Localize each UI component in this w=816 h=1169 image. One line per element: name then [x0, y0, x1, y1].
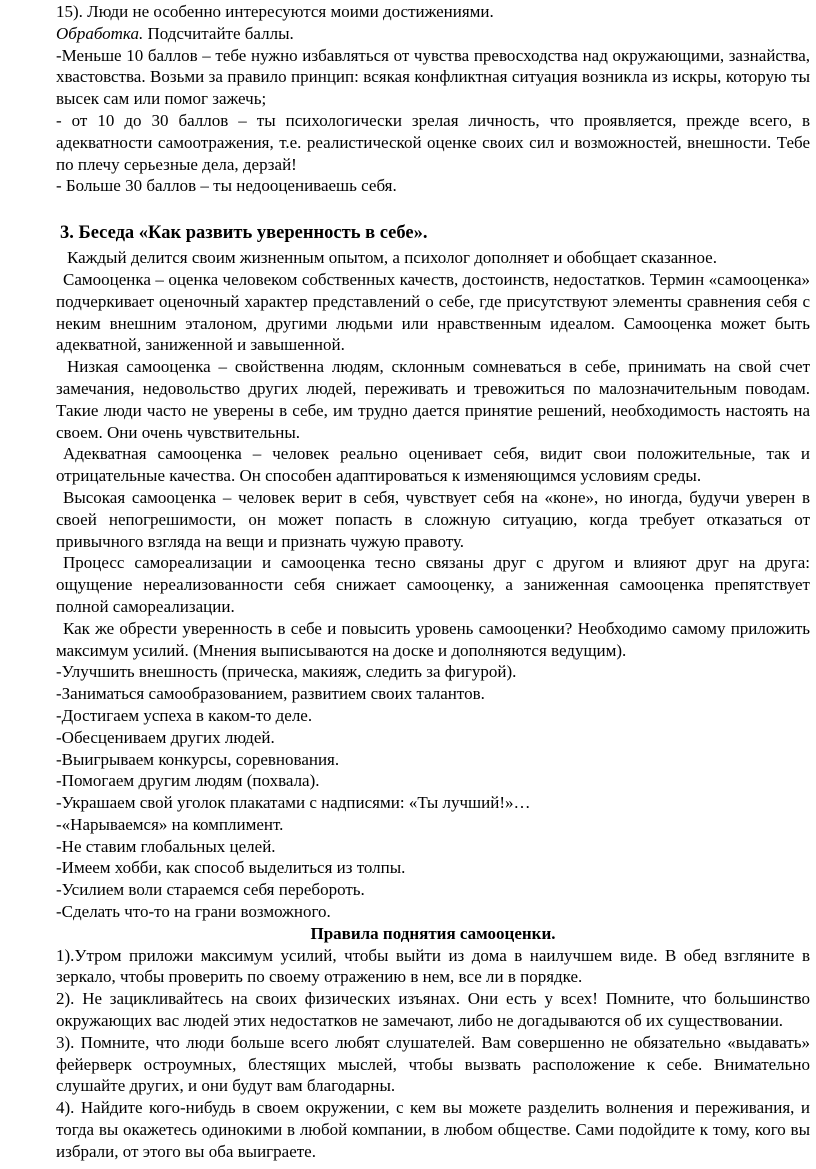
rule-item: 2). Не зацикливайтесь на своих физических изъянах. Они есть у всех! Помните, что большинство окружающих вас людей этих недостатков не замечают, либо не догадываются об их существовании.: [56, 989, 810, 1031]
section-paragraph: Высокая самооценка – человек верит в себя, чувствует себя на «коне», но иногда, будучи уверен в своей непогрешимости, он может попасть в сложную ситуацию, когда требует отказаться от привычного взгляда на вещи и признать чужую правоту.: [56, 487, 810, 551]
spacer: [56, 197, 810, 221]
rules-title: Правила поднятия самооценки.: [310, 923, 556, 943]
list-item: -Достигаем успеха в каком-то деле.: [56, 705, 313, 725]
list-item: -Усилием воли стараемся себя перебороть.: [56, 880, 365, 900]
list-item: -«Нарываемся» на комплимент.: [56, 814, 284, 834]
score-less-than-10: -Меньше 10 баллов – тебе нужно избавляться от чувства превосходства над окружающими, зазнайства, хвастовства. Возьми за правило принцип: всякая конфликтная ситуация возникла из искры, которую ты высек сам или помог зажечь;: [56, 45, 810, 109]
processing-label: Обработка.: [56, 23, 144, 43]
rule-item: 4). Найдите кого-нибудь в своем окружении, с кем вы можете разделить волнения и переживания, и тогда вы окажетесь одинокими в любой компании, в любом обществе. Сами подойдите к тому, кого вы избрали, от этого вы оба выиграете.: [56, 1098, 810, 1161]
section-paragraph: Низкая самооценка – свойственна людям, склонным сомневаться в себе, принимать на свой счет замечания, недовольство других людей, переживать и тревожиться по малозначительным поводам. Такие люди часто не уверены в себе, им трудно дается принятие решений, необходимость настоять на своем. Они очень чувствительны.: [56, 357, 810, 442]
list-item: -Украшаем свой уголок плакатами с надписями: «Ты лучший!»…: [56, 793, 531, 813]
score-more-than-30: - Больше 30 баллов – ты недооцениваешь себя.: [56, 176, 397, 196]
processing-text: Подсчитайте баллы.: [143, 23, 294, 43]
list-item: -Имеем хобби, как способ выделиться из толпы.: [56, 858, 406, 878]
score-10-to-30: - от 10 до 30 баллов – ты психологически зрелая личность, что проявляется, прежде всего, в адекватности самоотражения, т.е. реалистической оценке своих сил и возможностей, внешности. Тебе по плечу серьезные дела, дерзай!: [56, 110, 810, 174]
section-paragraph: Процесс самореализации и самооценка тесно связаны друг с другом и влияют друг на друга: ощущение нереализованности себя снижает самооценку, а заниженная самооценка препятствует полной самореализации.: [56, 553, 810, 616]
advice-list: [56, 661, 810, 923]
rule-item: 1).Утром приложи максимум усилий, чтобы выйти из дома в наилучшем виде. В обед взгляните в зеркало, чтобы проверить по своему отражению в нем, все ли в порядке.: [56, 945, 810, 987]
list-item: -Помогаем другим людям (похвала).: [56, 771, 320, 791]
section-title: 3. Беседа «Как развить уверенность в себе».: [60, 223, 428, 244]
list-item: -Улучшить внешность (прическа, макияж, следить за фигурой).: [56, 662, 517, 682]
section-paragraph: Самооценка – оценка человеком собственных качеств, достоинств, недостатков. Термин «самооценка» подчеркивает оценочный характер представлений о себе, где присутствуют элементы сравнения себя с неким внешним эталоном, другими людьми или нравственным идеалом. Самооценка может быть адекватной, заниженной и завышенной.: [56, 269, 810, 355]
list-item: -Сделать что-то на грани возможного.: [56, 902, 331, 922]
rule-item: 3). Помните, что люди больше всего любят слушателей. Вам совершенно не обязательно «выдавать» фейерверк остроумных, блестящих мыслей, чтобы вызвать расположение к себе. Внимательно слушайте других, и они будут вам благодарны.: [56, 1032, 810, 1096]
section-paragraph: Как же обрести уверенность в себе и повысить уровень самооценки? Необходимо самому приложить максимум усилий. (Мнения выписываются на доске и дополняются ведущим).: [56, 618, 810, 660]
list-item: -Выигрываем конкурсы, соревнования.: [56, 749, 340, 769]
section-paragraph: Адекватная самооценка – человек реально оценивает себя, видит свои положительные, так и отрицательные качества. Он способен адаптироваться к изменяющимся условиям среды.: [56, 444, 810, 486]
intro-item-15: 15). Люди не особенно интересуются моими достижениями.: [56, 2, 494, 21]
section-paragraph: Каждый делится своим жизненным опытом, а психолог дополняет и обобщает сказанное.: [67, 248, 717, 268]
list-item: -Не ставим глобальных целей.: [56, 836, 276, 856]
processing-line: [56, 23, 810, 45]
list-item: -Заниматься самообразованием, развитием своих талантов.: [56, 684, 485, 704]
list-item: -Обесцениваем других людей.: [56, 727, 275, 747]
